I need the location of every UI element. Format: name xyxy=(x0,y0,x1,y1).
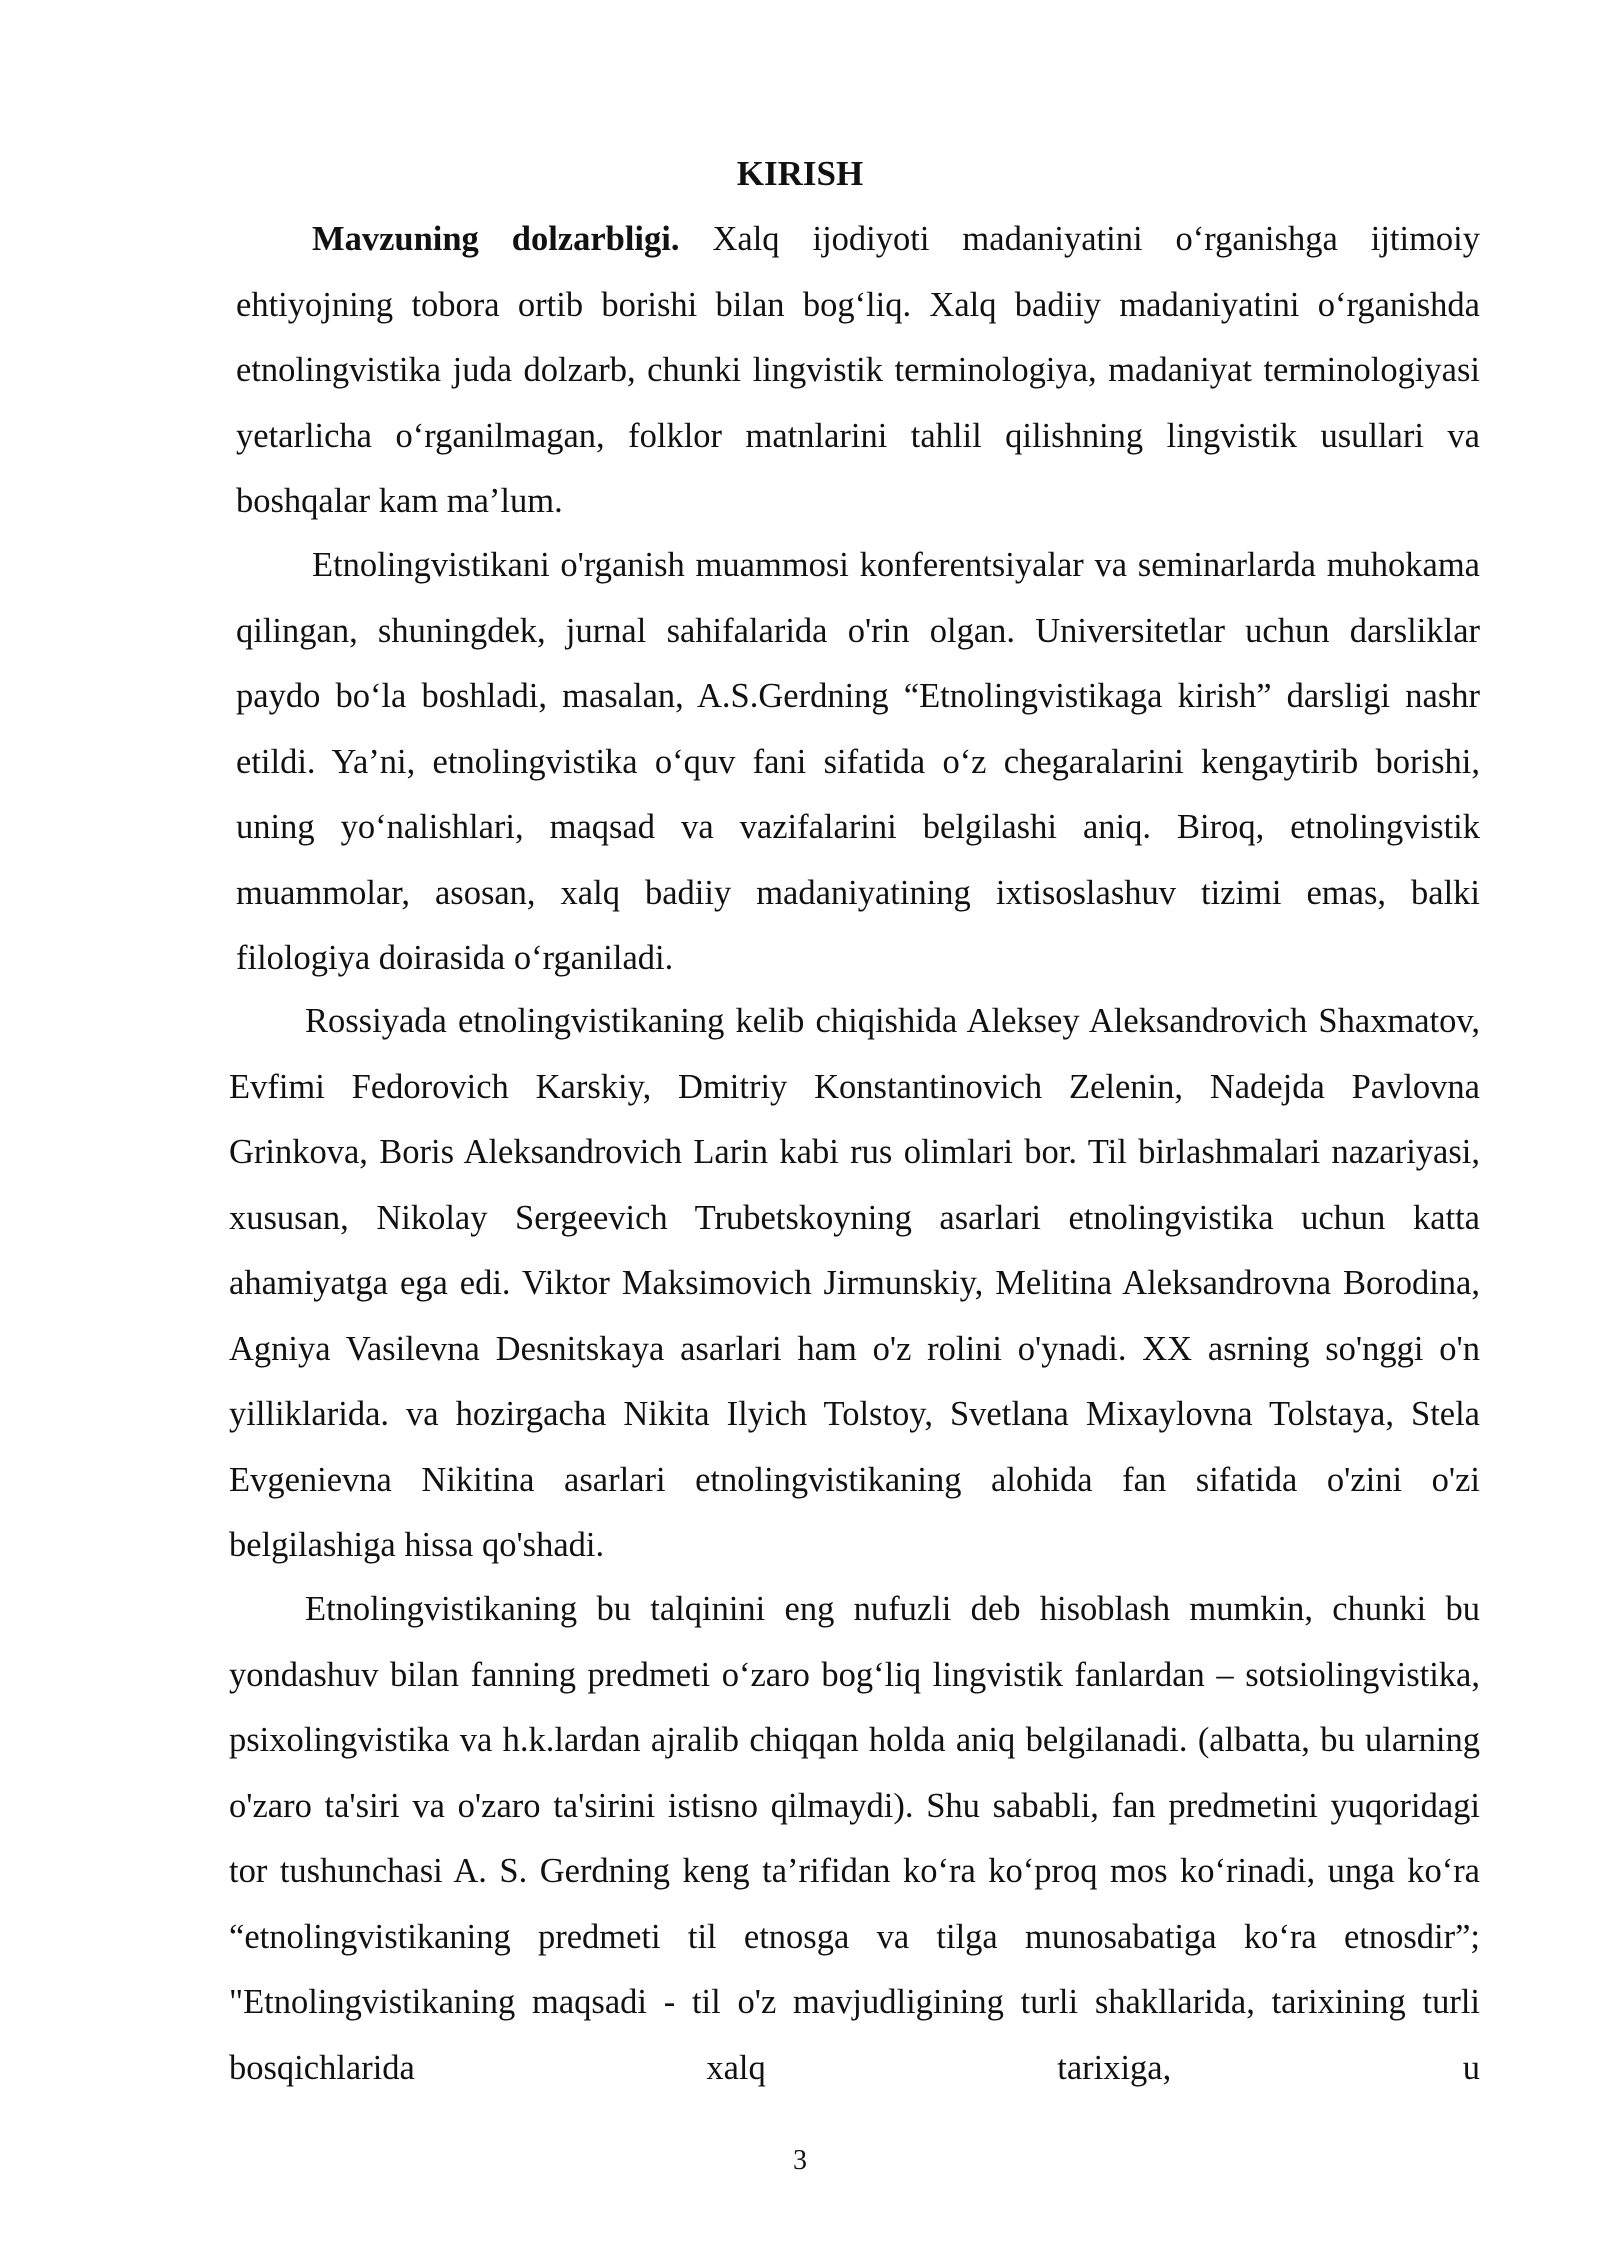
paragraph-text: Rossiyada etnolingvistikaning kelib chiqishida Aleksey Aleksandrovich Shaxmatov, Evfimi Fedorovich Karskiy, Dmitriy Konstantinovich Zelenin, Nadejda Pavlovna Grinkova, Boris Aleksandrovich Larin kabi rus olimlari bor. Til birlashmalari nazariyasi, xususan, Nikolay Sergeevich Trubetskoyning asarlari etnolingvistika uchun katta ahamiyatga ega edi. Viktor Maksimovich Jirmunskiy, Melitina Aleksandrovna Borodina, Agniya Vasilevna Desnitskaya asarlari ham o'z rolini o'ynadi. XX asrning so'nggi o'n yilliklarida. va hozirgacha Nikita Ilyich Tolstoy, Svetlana Mixaylovna Tolstaya, Stela Evgenievna Nikitina asarlari etnolingvistikaning alohida fan sifatida o'zini o'zi belgilashiga hissa qo'shadi. xyxy=(229,1002,1480,1564)
page-number: 3 xyxy=(793,2145,807,2176)
paragraph-text: Etnolingvistikaning bu talqinini eng nufuzli deb hisoblash mumkin, chunki bu yondashuv bilan fanning predmeti o‘zaro bog‘liq lingvistik fanlardan – sotsiolingvistika, psixolingvistika va h.k.lardan ajralib chiqqan holda aniq belgilanadi. (albatta, bu ularning o'zaro ta'siri va o'zaro ta'sirini istisno qilmaydi). Shu sababli, fan predmetini yuqoridagi tor tushunchasi A. S. Gerdning keng ta’rifidan ko‘ra ko‘proq mos ko‘rinadi, unga ko‘ra “etnolingvistikaning predmeti til etnosga va tilga munosabatiga ko‘ra etnosdir”; "Etnolingvistikaning maqsadi - til o'z mavjudligining turli shakllarida, tarixining turli bosqichlarida xalq tarixiga, u xyxy=(229,1590,1480,2087)
paragraph-relevance xyxy=(236,207,1480,535)
paragraph-study-problem xyxy=(236,533,1480,992)
paragraph-lead: Mavzuning dolzarbligi. xyxy=(312,220,680,258)
paragraph-russian-scholars xyxy=(229,989,1480,1579)
section-title: KIRISH xyxy=(736,154,864,193)
paragraph-text: Etnolingvistikani o'rganish muammosi konferentsiyalar va seminarlarda muhokama qilingan, shuningdek, jurnal sahifalarida o'rin olgan. Universitetlar uchun darsliklar paydo bo‘la boshladi, masalan, A.S.Gerdning “Etnolingvistikaga kirish” darsligi nashr etildi. Ya’ni, etnolingvistika o‘quv fani sifatida o‘z chegaralarini kengaytirib borishi, uning yo‘nalishlari, maqsad va vazifalarini belgilashi aniq. Biroq, etnolingvistik muammolar, asosan, xalq badiiy madaniyatining ixtisoslashuv tizimi emas, balki filologiya doirasida o‘rganiladi. xyxy=(236,546,1480,977)
paragraph-text: Xalq ijodiyoti madaniyatini o‘rganishga ijtimoiy ehtiyojning tobora ortib borishi bilan bog‘liq. Xalq badiiy madaniyatini o‘rganishda etnolingvistika juda dolzarb, chunki lingvistik terminologiya, madaniyat terminologiyasi yetarlicha o‘rganilmagan, folklor matnlarini tahlil qilishning lingvistik usullari va boshqalar kam ma’lum. xyxy=(236,220,1480,520)
paragraph-interpretation xyxy=(229,1577,1480,2101)
